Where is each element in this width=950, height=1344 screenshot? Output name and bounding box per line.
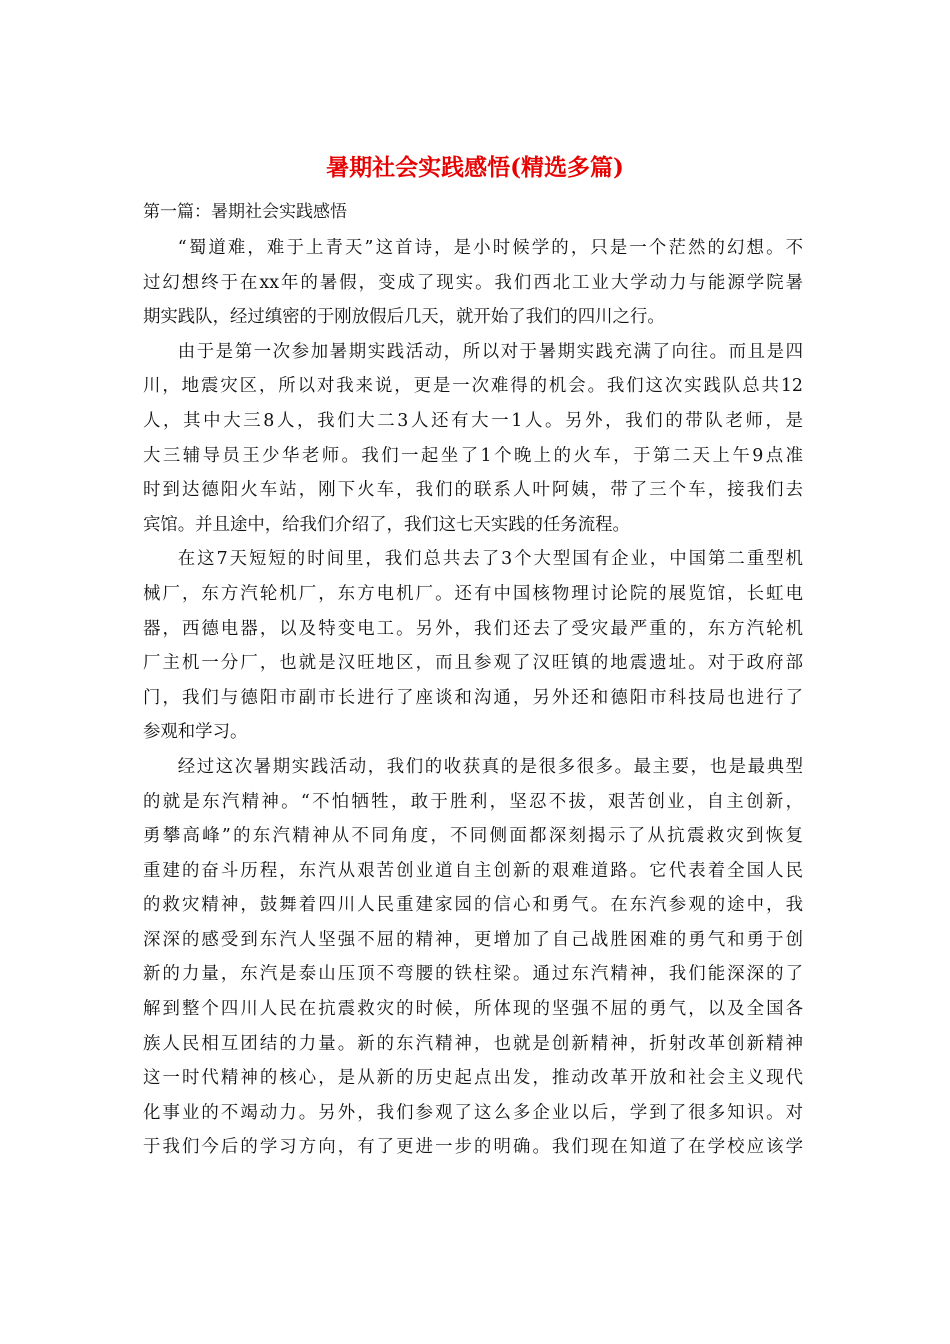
paragraph-line: 时到达德阳火车站，刚下火车，我们的联系人叶阿姨，带了三个车，接我们去: [143, 480, 803, 501]
paragraph-2: [143, 335, 803, 543]
paragraph-line: 化事业的不竭动力。另外，我们参观了这么多企业以后，学到了很多知识。对: [143, 1102, 803, 1123]
paragraph-line: 宾馆。并且途中，给我们介绍了，我们这七天实践的任务流程。: [143, 514, 630, 535]
paragraph-line: 在这7天短短的时间里，我们总共去了3个大型国有企业，中国第二重型机: [177, 549, 803, 570]
paragraph-line: 由于是第一次参加暑期实践活动，所以对于暑期实践充满了向往。而且是四: [177, 341, 803, 362]
paragraph-line: “蜀道难，难于上青天”这首诗，是小时候学的，只是一个茫然的幻想。不: [177, 238, 803, 258]
paragraph-line: 大三辅导员王少华老师。我们一起坐了1个晚上的火车，于第二天上午9点准: [143, 445, 803, 466]
paragraph-line: 解到整个四川人民在抗震救灾的时候，所体现的坚强不屈的勇气，以及全国各: [143, 999, 803, 1020]
paragraph-4: [143, 750, 803, 1165]
paragraph-line: 于我们今后的学习方向，有了更进一步的明确。我们现在知道了在学校应该学: [143, 1137, 803, 1158]
paragraph-line: 人，其中大三8人，我们大二3人还有大一1人。另外，我们的带队老师，是: [143, 410, 803, 431]
paragraph-line: 的救灾精神，鼓舞着四川人民重建家园的信心和勇气。在东汽参观的途中，我: [143, 895, 803, 916]
paragraph-line: 勇攀高峰”的东汽精神从不同角度，不同侧面都深刻揭示了从抗震救灾到恢复: [143, 826, 803, 847]
paragraph-3: [143, 542, 803, 750]
paragraph-line: 过幻想终于在xx年的暑假，变成了现实。我们西北工业大学动力与能源学院暑: [143, 272, 803, 293]
paragraph-line: 门，我们与德阳市副市长进行了座谈和沟通，另外还和德阳市科技局也进行了: [143, 687, 803, 708]
paragraph-line: 这一时代精神的核心，是从新的历史起点出发，推动改革开放和社会主义现代: [143, 1068, 803, 1089]
paragraph-line: 新的力量，东汽是泰山压顶不弯腰的铁柱梁。通过东汽精神，我们能深深的了: [143, 964, 803, 985]
paragraph-line: 重建的奋斗历程，东汽从艰苦创业道自主创新的艰难道路。它代表着全国人民: [143, 860, 803, 881]
paragraph-line: 器，西德电器，以及特变电工。另外，我们还去了受灾最严重的，东方汽轮机: [143, 618, 803, 639]
paragraph-line: 期实践队，经过缜密的于刚放假后几天，就开始了我们的四川之行。: [143, 307, 665, 328]
paragraph-line: 川，地震灾区，所以对我来说，更是一次难得的机会。我们这次实践队总共12: [143, 376, 803, 397]
paragraph-line: 参观和学习。: [143, 722, 248, 743]
section-heading: 第一篇：暑期社会实践感悟: [143, 202, 347, 222]
paragraph-line: 族人民相互团结的力量。新的东汽精神，也就是创新精神，折射改革创新精神: [143, 1033, 803, 1054]
paragraph-line: 的就是东汽精神。“不怕牺牲，敢于胜利，坚忍不拔，艰苦创业，自主创新，: [143, 791, 803, 812]
paragraph-line: 深深的感受到东汽人坚强不屈的精神，更增加了自己战胜困难的勇气和勇于创: [143, 929, 803, 950]
paragraph-line: 厂主机一分厂，也就是汉旺地区，而且参观了汉旺镇的地震遗址。对于政府部: [143, 653, 803, 674]
document-title: 暑期社会实践感悟(精选多篇): [326, 154, 624, 181]
paragraph-line: 械厂，东方汽轮机厂，东方电机厂。还有中国核物理讨论院的展览馆，长虹电: [143, 583, 803, 604]
document-body: [143, 231, 803, 1165]
paragraph-1: [143, 231, 803, 335]
paragraph-line: 经过这次暑期实践活动，我们的收获真的是很多很多。最主要，也是最典型: [177, 756, 803, 777]
